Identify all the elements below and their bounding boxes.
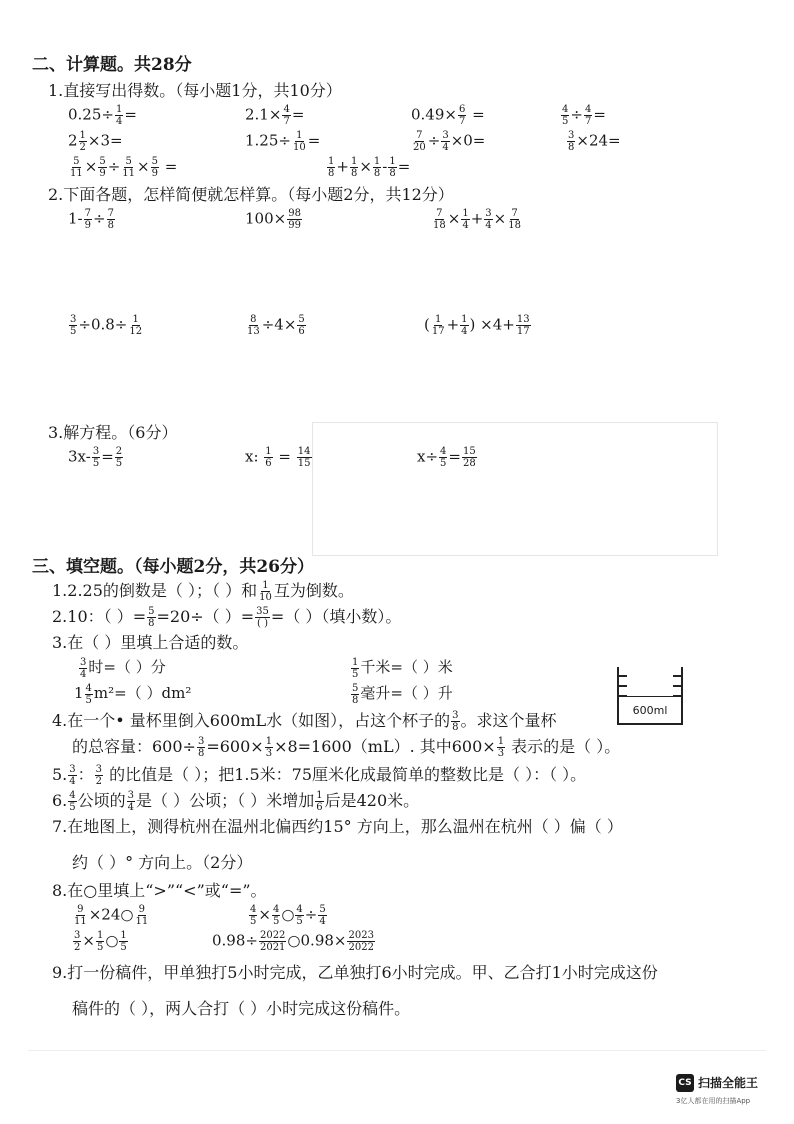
- fraction: $\frac{7}{18}$: [508, 208, 521, 231]
- fraction: $\frac{7}{18}$: [433, 208, 446, 231]
- fraction: $\frac{1}{8}$: [328, 156, 335, 179]
- calc-item: 0.49× $\frac{6}{7}$ =: [411, 104, 485, 127]
- fraction: $\frac{14}{15}$: [297, 446, 311, 469]
- fraction: $\frac{4}{5}$: [250, 904, 257, 927]
- unit-item: $\frac{1}{5}$ 千米=（ ）米: [352, 656, 453, 680]
- fraction: $\frac{15}{28}$: [462, 446, 476, 469]
- fraction: $\frac{4}{5}$: [562, 104, 569, 127]
- section-2-title: 二、计算题。共28分: [32, 55, 192, 75]
- fraction: $\frac{1}{10}$: [292, 130, 306, 153]
- fraction: $\frac{4}{5}$: [272, 904, 280, 927]
- fill-q9-line1: 9.打一份稿件，甲单独打5小时完成，乙单独打6小时完成。甲、乙合打1小时完成这份: [52, 963, 658, 982]
- compare-item: $\frac{3}{2}$ × $\frac{1}{5}$ ○ $\frac{1}{5}$: [74, 930, 127, 953]
- calc-item: 1- $\frac{7}{9}$ ÷ $\frac{7}{8}$: [68, 208, 114, 231]
- fraction: $\frac{4}{5}$: [440, 446, 447, 469]
- fraction: $\frac{1}{5}$: [352, 656, 359, 680]
- calc-item: $\frac{5}{11}$ × $\frac{5}{9}$ ÷ $\frac{5}{11}$ × $\frac{5}{9}$ =: [70, 156, 178, 179]
- fraction: $\frac{9}{11}$: [135, 904, 149, 927]
- fraction: $\frac{2023}{2022}$: [348, 930, 374, 953]
- fraction: $\frac{3}{4}$: [69, 764, 76, 787]
- q2-2-title: 2.下面各题，怎样简便就怎样算。（每小题2分，共12分）: [48, 185, 454, 204]
- fraction: $\frac{5}{11}$: [122, 156, 135, 179]
- fraction: $\frac{3}{5}$: [92, 446, 100, 469]
- fraction: $\frac{3}{5}$: [70, 314, 77, 337]
- fraction: $\frac{98}{99}$: [288, 208, 301, 231]
- fraction: $\frac{1}{5}$: [96, 930, 104, 953]
- calc-item: 0.25÷ $\frac{1}{4}$ =: [68, 104, 137, 127]
- fraction: $\frac{13}{17}$: [516, 314, 530, 337]
- fraction: $\frac{4}{5}$: [69, 790, 76, 813]
- page-bottom-rule: [28, 1050, 766, 1051]
- fill-q3-title: 3.在（ ）里填上合适的数。: [52, 633, 249, 652]
- equation-item: x÷ $\frac{4}{5}$ = $\frac{15}{28}$: [417, 446, 476, 469]
- calc-item: $\frac{3}{8}$ ×24=: [568, 130, 621, 153]
- calc-item: 1.25÷ $\frac{1}{10}$ =: [245, 130, 321, 153]
- q2-1-title: 1.直接写出得数。（每小题1分，共10分）: [48, 81, 342, 100]
- equation-item: x: $\frac{1}{6}$ = $\frac{14}{15}$: [245, 446, 311, 469]
- fraction: $\frac{3}{4}$: [80, 656, 87, 680]
- compare-item: $\frac{9}{11}$ ×24○ $\frac{9}{11}$: [74, 904, 149, 927]
- calc-item: 2 $\frac{1}{2}$ ×3=: [68, 130, 123, 153]
- fraction: $\frac{7}{9}$: [84, 208, 91, 231]
- scale-mark: [673, 675, 681, 677]
- fraction: $\frac{1}{10}$: [259, 580, 272, 603]
- fraction: $\frac{3}{4}$: [485, 208, 492, 231]
- fraction: $\frac{1}{8}$: [350, 156, 358, 179]
- fraction: $\frac{1}{3}$: [265, 736, 273, 759]
- cup-volume-label: 600ml: [632, 704, 668, 717]
- measuring-cup-figure: [617, 667, 683, 725]
- fraction: $\frac{8}{13}$: [247, 314, 260, 337]
- fraction: $\frac{2}{5}$: [115, 446, 123, 469]
- fraction: $\frac{4}{7}$: [283, 104, 290, 127]
- fraction: $\frac{35}{( )}$: [256, 606, 269, 629]
- fraction: $\frac{5}{9}$: [151, 156, 158, 179]
- bleed-through-box: [312, 422, 718, 556]
- unit-item: $\frac{3}{4}$ 时=（ ）分: [80, 656, 166, 680]
- section-3-title: 三、填空题。（每小题2分，共26分）: [32, 557, 314, 577]
- fraction: $\frac{3}{8}$: [568, 130, 575, 153]
- q2-3-title: 3.解方程。（6分）: [48, 423, 178, 442]
- scale-mark: [619, 685, 627, 687]
- fraction: $\frac{3}{2}$: [74, 930, 81, 953]
- compare-item: 0.98÷ $\frac{2022}{2021}$ ○0.98× $\frac{2023}{2022}$: [212, 930, 374, 953]
- fraction: $\frac{1}{8}$: [389, 156, 396, 179]
- unit-item: 1 $\frac{4}{5}$ m²=（ ）dm²: [74, 682, 192, 706]
- fill-q5: 5. $\frac{3}{4}$ ： $\frac{3}{2}$ 的比值是（ ）；把1.5米：75厘米化成最简单的整数比是（ ）：（ ）。: [52, 764, 587, 787]
- fraction: $\frac{1}{12}$: [129, 314, 143, 337]
- equation-item: 3x- $\frac{3}{5}$ = $\frac{2}{5}$: [68, 446, 123, 469]
- calc-item: $\frac{3}{5}$ ÷0.8÷ $\frac{1}{12}$: [70, 314, 143, 337]
- fraction: $\frac{4}{5}$: [85, 682, 92, 706]
- fraction: $\frac{5}{8}$: [352, 682, 359, 706]
- fill-q7-line2: 约（ ）° 方向上。（2分）: [72, 853, 253, 872]
- fill-q7-line1: 7.在地图上，测得杭州在温州北偏西约15° 方向上，那么温州在杭州（ ）偏（ ）: [52, 817, 623, 836]
- fraction: $\frac{1}{5}$: [120, 930, 127, 953]
- fraction: $\frac{3}{4}$: [442, 130, 449, 153]
- fraction: $\frac{1}{8}$: [373, 156, 381, 179]
- fraction: $\frac{1}{6}$: [265, 446, 272, 469]
- fraction: $\frac{1}{4}$: [461, 314, 468, 337]
- fraction: $\frac{5}{6}$: [298, 314, 305, 337]
- calc-item: $\frac{4}{5}$ ÷ $\frac{4}{7}$ =: [562, 104, 606, 127]
- unit-item: $\frac{5}{8}$ 毫升=（ ）升: [352, 682, 453, 706]
- fraction: $\frac{1}{6}$: [316, 790, 323, 813]
- fill-q4-line2: 的总容量：600÷ $\frac{3}{8}$ =600× $\frac{1}{3}$ ×8=1600（mL）. 其中600× $\frac{1}{3}$ 表示的是（ ）。: [72, 736, 621, 759]
- fraction: $\frac{1}{3}$: [497, 736, 505, 759]
- fraction: $\frac{2022}{2021}$: [259, 930, 286, 953]
- fraction: $\frac{1}{2}$: [79, 130, 86, 153]
- fraction: $\frac{4}{5}$: [296, 904, 303, 927]
- calc-item: $\frac{7}{20}$ ÷ $\frac{3}{4}$ ×0=: [413, 130, 486, 153]
- fill-q4-line1: 4.在一个• 量杯里倒入600mL水（如图），占这个杯子的 $\frac{3}{8}$ 。求这个量杯: [52, 710, 557, 733]
- scanner-tagline: 3亿人都在用的扫描App: [676, 1097, 751, 1105]
- fraction: $\frac{3}{2}$: [95, 764, 103, 787]
- fraction: $\frac{1}{17}$: [431, 314, 445, 337]
- scale-mark: [673, 685, 681, 687]
- fill-q9-line2: 稿件的（ ），两人合打（ ）小时完成这份稿件。: [72, 999, 411, 1018]
- scanner-app-name: 扫描全能王: [698, 1076, 759, 1090]
- calc-item: 100× $\frac{98}{99}$: [245, 208, 301, 231]
- fraction: $\frac{1}{4}$: [115, 104, 123, 127]
- fraction: $\frac{3}{8}$: [197, 736, 205, 759]
- fraction: $\frac{3}{8}$: [452, 710, 459, 733]
- fill-q2: 2.10：（ ）= $\frac{5}{8}$ =20÷（ ）= $\frac{35}{( )}$ =（ ）（填小数）。: [52, 606, 402, 629]
- fraction: $\frac{5}{4}$: [319, 904, 326, 927]
- fill-q6: 6. $\frac{4}{5}$ 公顷的 $\frac{3}{4}$ 是（ ）公顷；（ ）米增加 $\frac{1}{6}$ 后是420米。: [52, 790, 420, 813]
- fill-q8-title: 8.在○里填上“>”“<”或“=”。: [52, 881, 267, 900]
- scale-mark: [619, 675, 627, 677]
- fraction: $\frac{5}{8}$: [148, 606, 155, 629]
- fraction: $\frac{9}{11}$: [74, 904, 87, 927]
- calc-item: ( $\frac{1}{17}$ + $\frac{1}{4}$ ) ×4+ $\frac{13}{17}$: [424, 314, 530, 337]
- calc-item: 2.1× $\frac{4}{7}$ =: [245, 104, 305, 127]
- calc-item: $\frac{1}{8}$ + $\frac{1}{8}$ × $\frac{1}{8}$ - $\frac{1}{8}$ =: [328, 156, 411, 179]
- fraction: $\frac{4}{7}$: [584, 104, 592, 127]
- fraction: $\frac{7}{8}$: [107, 208, 114, 231]
- calc-item: $\frac{8}{13}$ ÷4× $\frac{5}{6}$: [247, 314, 305, 337]
- fill-q1: 1.2.25的倒数是（ ）；（ ）和 $\frac{1}{10}$ 互为倒数。: [52, 580, 354, 603]
- fraction: $\frac{6}{7}$: [458, 104, 466, 127]
- compare-item: $\frac{4}{5}$ × $\frac{4}{5}$ ○ $\frac{4}{5}$ ÷ $\frac{5}{4}$: [250, 904, 326, 927]
- calc-item: $\frac{7}{18}$ × $\frac{1}{4}$ + $\frac{3}{4}$ × $\frac{7}{18}$: [433, 208, 521, 231]
- fraction: $\frac{7}{20}$: [413, 130, 426, 153]
- fraction: $\frac{3}{4}$: [127, 790, 135, 813]
- fraction: $\frac{1}{4}$: [462, 208, 469, 231]
- fraction: $\frac{5}{11}$: [70, 156, 83, 179]
- fraction: $\frac{5}{9}$: [99, 156, 106, 179]
- scanner-logo-icon: CS: [676, 1074, 694, 1092]
